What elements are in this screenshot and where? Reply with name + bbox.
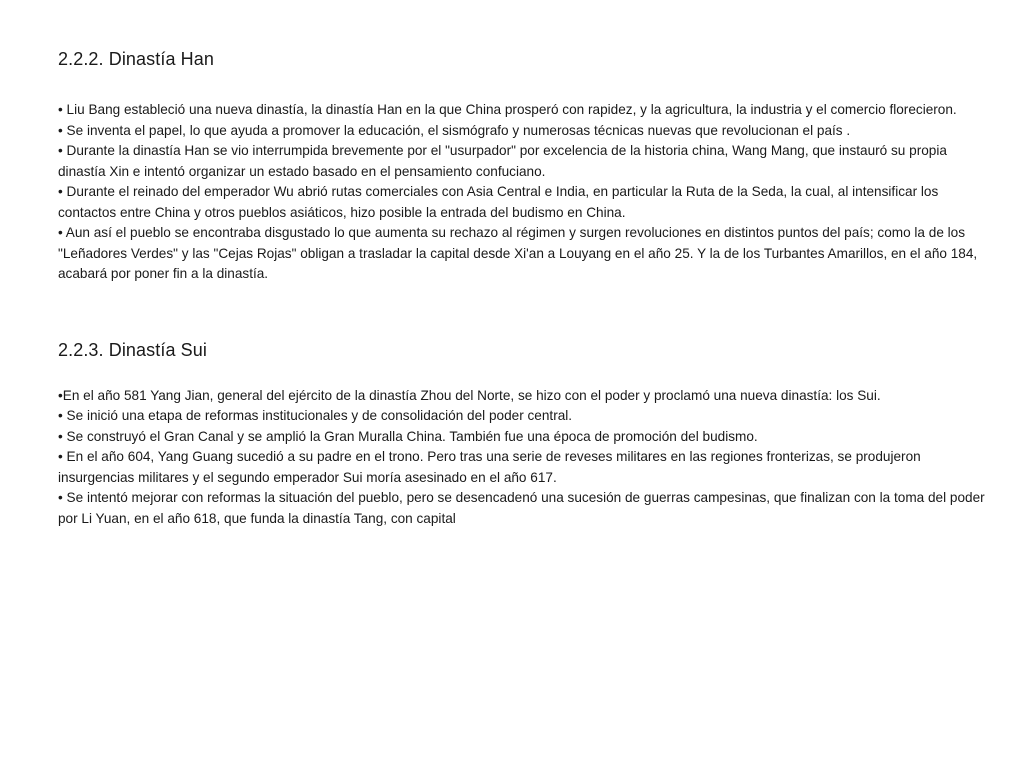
bullet-paragraph: • Se intentó mejorar con reformas la situación del pueblo, pero se desencadenó una sucesión de guerras campesinas, que finalizan con la toma del poder por Li Yuan, en el año 618, que funda la dinastía Tang, con capital <box>58 490 985 526</box>
section-han-dynasty <box>58 48 998 285</box>
section-body <box>58 386 998 530</box>
slide-content <box>58 48 998 529</box>
bullet-paragraph: •En el año 581 Yang Jian, general del ejército de la dinastía Zhou del Norte, se hizo con el poder y proclamó una nueva dinastía: los Sui. <box>58 387 881 403</box>
section-body <box>58 100 998 285</box>
section-title: 2.2.2. Dinastía Han <box>58 49 214 69</box>
bullet-paragraph: • Durante la dinastía Han se vio interrumpida brevemente por el "usurpador" por excelencia de la historia china, Wang Mang, que instauró su propia dinastía Xin e intentó organizar un estado basado en el pensamiento confuciano. <box>58 143 947 179</box>
bullet-paragraph: • Aun así el pueblo se encontraba disgustado lo que aumenta su rechazo al régimen y surgen revoluciones en distintos puntos del país; como la de los "Leñadores Verdes" y las "Cejas Rojas" obligan a trasladar la capital desde Xi'an a Louyang en el año 25. Y la de los Turbantes Amarillos, en el año 184, acabará por poner fin a la dinastía. <box>58 225 978 281</box>
bullet-paragraph: • En el año 604, Yang Guang sucedió a su padre en el trono. Pero tras una serie de reveses militares en las regiones fronterizas, se produjeron insurgencias militares y el segundo emperador Sui moría asesinado en el año 617. <box>58 449 921 485</box>
bullet-paragraph: • Se inició una etapa de reformas institucionales y de consolidación del poder central. <box>58 408 573 423</box>
section-sui-dynasty <box>58 339 998 530</box>
bullet-paragraph: • Se inventa el papel, lo que ayuda a promover la educación, el sismógrafo y numerosas técnicas nuevas que revolucionan el país . <box>58 122 851 138</box>
bullet-paragraph: • Liu Bang estableció una nueva dinastía, la dinastía Han en la que China prosperó con rapidez, y la agricultura, la industria y el comercio florecieron. <box>58 102 957 117</box>
bullet-paragraph: • Durante el reinado del emperador Wu abrió rutas comerciales con Asia Central e India, en particular la Ruta de la Seda, la cual, al intensificar los contactos entre China y otros pueblos asiáticos, hizo posible la entrada del budismo en China. <box>58 184 939 220</box>
bullet-paragraph: • Se construyó el Gran Canal y se amplió la Gran Muralla China. También fue una época de promoción del budismo. <box>58 428 758 444</box>
section-title: 2.2.3. Dinastía Sui <box>58 339 207 360</box>
